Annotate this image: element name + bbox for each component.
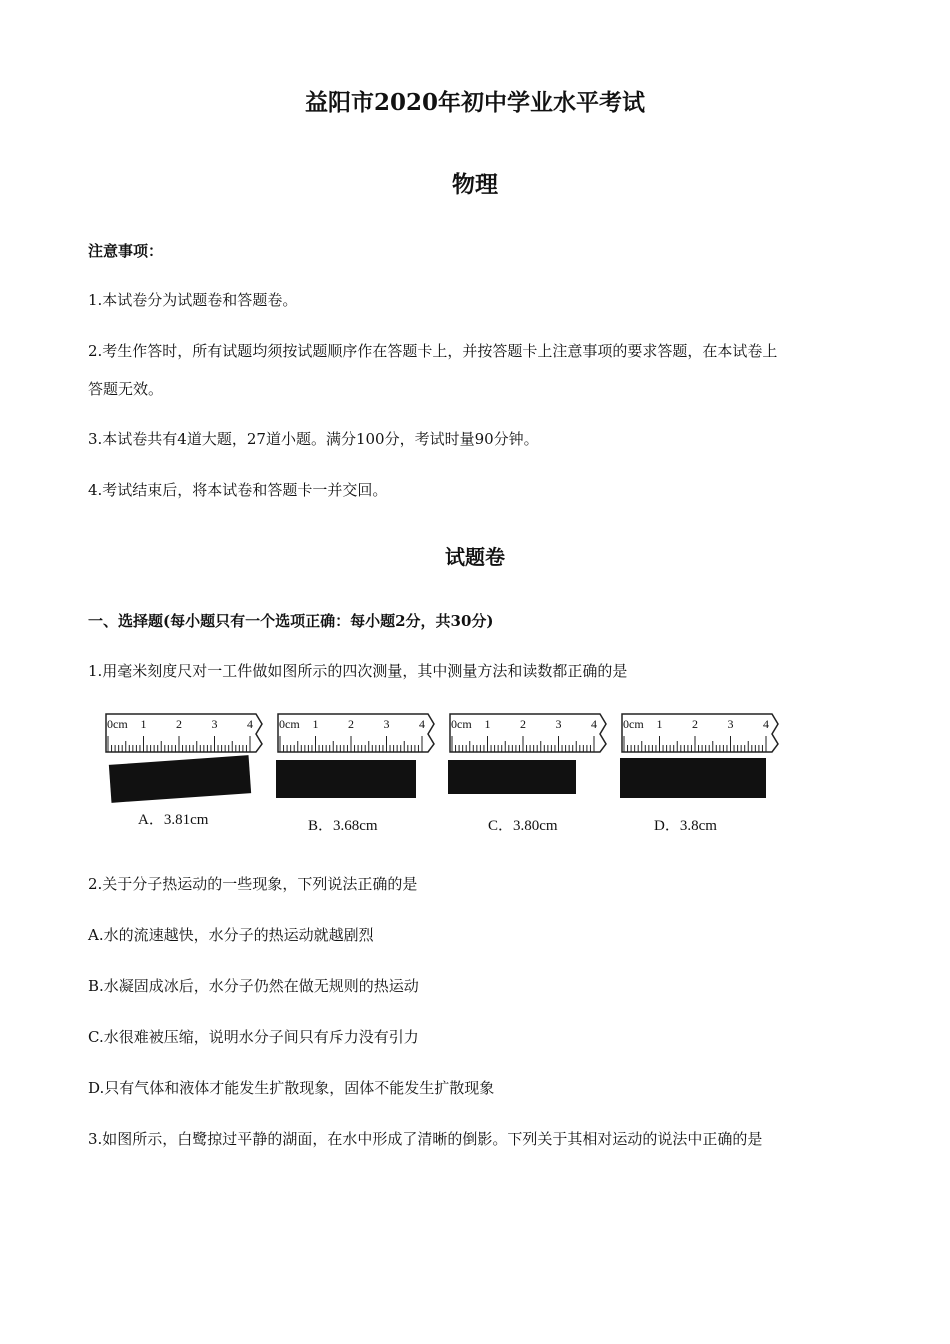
ruler-label: 0cm — [451, 717, 472, 731]
q1-stem: 1.用毫米刻度尺对一工件做如图所示的四次测量，其中测量方法和读数都正确的是 — [88, 662, 628, 680]
ruler-label: 3 — [383, 717, 390, 731]
workpiece-block — [276, 760, 416, 798]
ruler-label: 1 — [312, 717, 319, 731]
part1-heading: 一、选择题(每小题只有一个选项正确：每小题2分，共30分) — [88, 612, 494, 630]
ruler-b-diagram — [272, 708, 442, 808]
option-d-label: D．3.8cm — [654, 818, 717, 834]
ruler-label: 2 — [348, 717, 354, 731]
notice-item: 2.考生作答时，所有试题均须按试题顺序作在答题卡上，并按答题卡上注意事项的要求答题，在本试卷上 — [88, 342, 778, 360]
option-a-label: A．3.81cm — [138, 812, 209, 828]
ruler-label: 2 — [692, 717, 698, 731]
notice-item: 3.本试卷共有4道大题，27道小题。满分100分，考试时量90分钟。 — [88, 430, 539, 448]
q2-option: B.水凝固成冰后，水分子仍然在做无规则的热运动 — [88, 977, 419, 995]
ruler-label: 3 — [211, 717, 218, 731]
ruler-label: 4 — [247, 717, 253, 731]
ruler-label: 1 — [140, 717, 147, 731]
ruler-label: 3 — [555, 717, 562, 731]
ruler-label: 3 — [727, 717, 734, 731]
q3-stem: 3.如图所示，白鹭掠过平静的湖面，在水中形成了清晰的倒影。下列关于其相对运动的说法中正确的是 — [88, 1130, 763, 1148]
ruler-measurement-figure — [100, 708, 790, 838]
exam-title: 益阳市2020年初中学业水平考试 — [304, 89, 645, 116]
ruler-label: 0cm — [107, 717, 128, 731]
ruler-a-diagram — [100, 708, 270, 808]
option-c-label: C．3.80cm — [488, 818, 558, 834]
workpiece-block — [620, 758, 766, 798]
q2-option: A.水的流速越快，水分子的热运动就越剧烈 — [88, 926, 374, 944]
notice-item: 1.本试卷分为试题卷和答题卷。 — [88, 291, 298, 309]
q2-stem: 2.关于分子热运动的一些现象，下列说法正确的是 — [88, 875, 418, 893]
notice-item: 4.考试结束后，将本试卷和答题卡一并交回。 — [88, 481, 388, 499]
ruler-label: 0cm — [623, 717, 644, 731]
workpiece-block — [448, 760, 576, 794]
ruler-label: 1 — [656, 717, 663, 731]
ruler-d-diagram — [616, 708, 786, 808]
notice-heading: 注意事项： — [88, 242, 164, 260]
ruler-c-diagram — [444, 708, 614, 808]
ruler-label: 2 — [176, 717, 182, 731]
workpiece-block — [109, 755, 251, 803]
q2-option: D.只有气体和液体才能发生扩散现象，固体不能发生扩散现象 — [88, 1079, 495, 1097]
section-title: 试题卷 — [445, 545, 505, 569]
subject-title: 物理 — [452, 171, 498, 198]
ruler-label: 4 — [591, 717, 597, 731]
q2-option: C.水很难被压缩，说明水分子间只有斥力没有引力 — [88, 1028, 419, 1046]
notice-item: 答题无效。 — [88, 380, 164, 398]
ruler-label: 0cm — [279, 717, 300, 731]
ruler-label: 4 — [419, 717, 425, 731]
ruler-label: 2 — [520, 717, 526, 731]
ruler-label: 1 — [484, 717, 491, 731]
option-b-label: B．3.68cm — [308, 818, 378, 834]
ruler-label: 4 — [763, 717, 769, 731]
